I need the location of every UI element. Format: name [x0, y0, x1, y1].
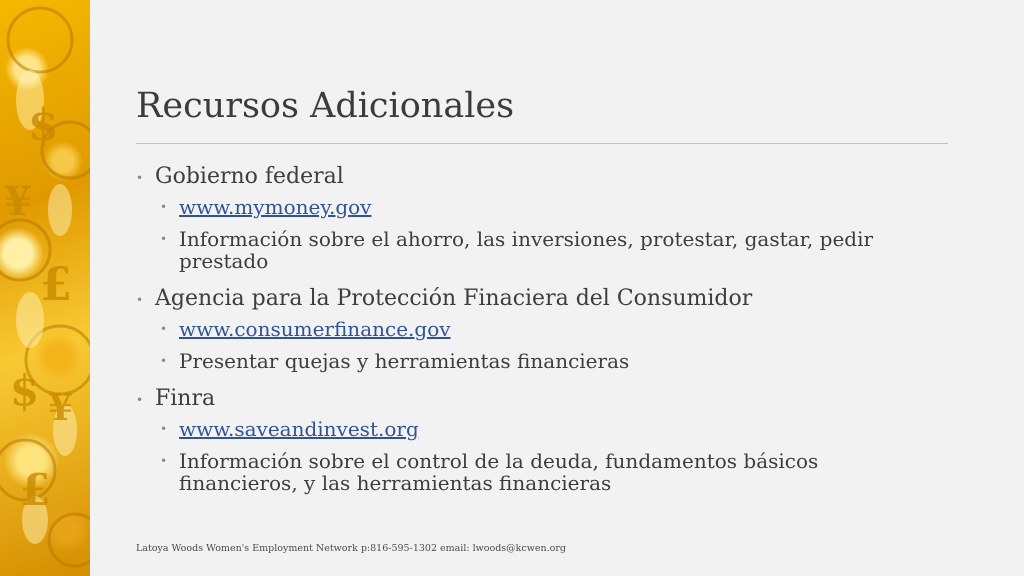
section-heading-text: Finra — [155, 386, 216, 411]
slide-title: Recursos Adicionales — [136, 86, 515, 126]
svg-text:£: £ — [20, 465, 51, 516]
bullet-dot-icon: • — [160, 454, 168, 468]
list-item-text: Presentar quejas y herramientas financieras — [179, 349, 630, 373]
currency-symbols-icon — [0, 0, 90, 576]
bullet-dot-icon: • — [136, 171, 144, 185]
section-heading — [136, 162, 936, 192]
saveandinvest-link[interactable]: www.saveandinvest.org — [179, 417, 419, 441]
currency-collage-decoration — [0, 0, 90, 576]
slide-content — [136, 162, 936, 494]
slide-footer: Latoya Woods Women's Employment Network p:816-595-1302 email: lwoods@kcwen.org — [136, 543, 566, 554]
list-item — [136, 418, 936, 440]
bullet-dot-icon: • — [160, 354, 168, 368]
svg-text:¥: ¥ — [48, 387, 74, 429]
list-item — [136, 350, 936, 372]
bullet-dot-icon: • — [160, 422, 168, 436]
svg-text:¥: ¥ — [4, 178, 32, 225]
bullet-dot-icon: • — [160, 200, 168, 214]
list-item — [136, 318, 936, 340]
bullet-dot-icon: • — [160, 232, 168, 246]
list-item — [136, 196, 936, 218]
section-heading-text: Gobierno federal — [155, 164, 344, 189]
list-item — [136, 450, 936, 494]
svg-text:£: £ — [40, 257, 73, 311]
bullet-dot-icon: • — [160, 322, 168, 336]
section-heading-text: Agencia para la Protección Finaciera del Consumidor — [155, 286, 753, 311]
svg-text:$: $ — [10, 366, 40, 415]
svg-text:$: $ — [28, 100, 59, 151]
list-item — [136, 228, 936, 272]
list-item-text: Información sobre el control de la deuda, fundamentos básicos financieros, y las herramientas financieras — [179, 449, 819, 495]
list-item-text: Información sobre el ahorro, las inversiones, protestar, gastar, pedir prestado — [179, 227, 874, 273]
section-heading — [136, 384, 936, 414]
consumerfinance-link[interactable]: www.consumerfinance.gov — [179, 317, 451, 341]
section-heading — [136, 284, 936, 314]
mymoney-link[interactable]: www.mymoney.gov — [179, 195, 372, 219]
bullet-dot-icon: • — [136, 393, 144, 407]
title-divider — [136, 143, 948, 144]
bullet-dot-icon: • — [136, 293, 144, 307]
